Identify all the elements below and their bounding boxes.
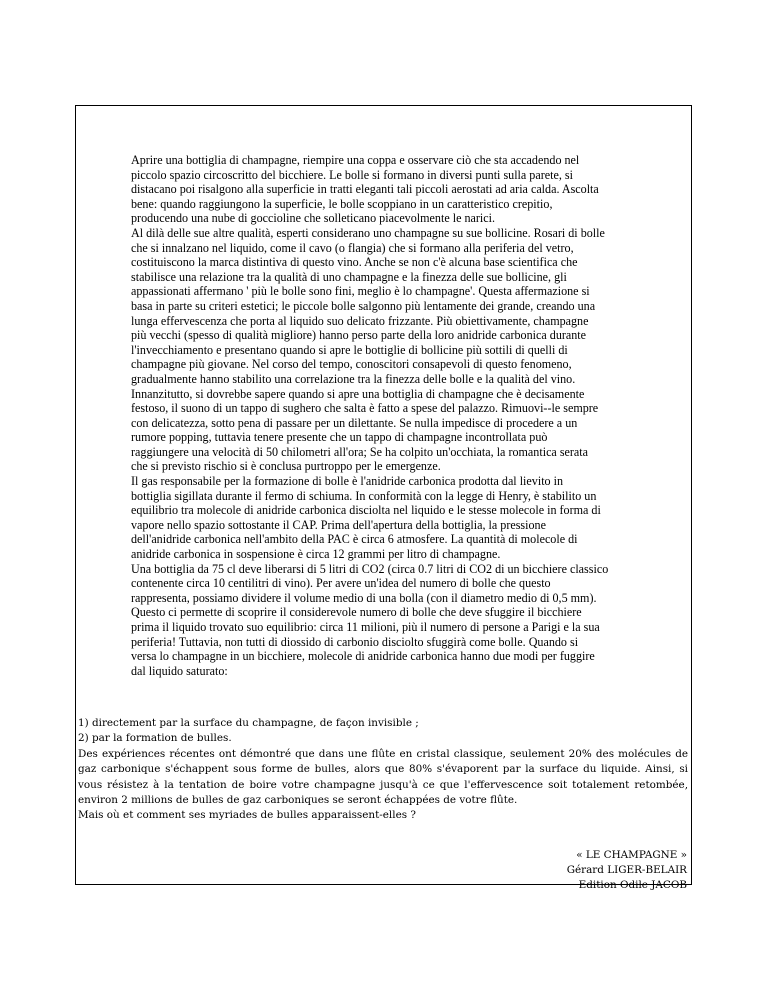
italian-paragraph-1: Aprire una bottiglia di champagne, riempire una coppa e osservare ciò che sta accadendo nel piccolo spazio circoscritto del bicchiere. Le bolle si formano in diversi punti sulla parete, si distacano poi risalgono alla superficie in tratti eleganti tali piccoli aerostati ad aria calda. Ascolta bene: quando raggiungono la superficie, le bolle scoppiano in un caratteristico crepitio, producendo una nube di goccioline che solleticano piacevolmente le narici. [131, 153, 599, 226]
book-publisher: Edition Odile JACOB [578, 879, 687, 892]
italian-paragraph-3: Innanzitutto, si dovrebbe sapere quando si apre una bottiglia di champagne che è decisamente festoso, il suono di un tappo di sughero che salta è fatto a spese del palazzo. Rimuovi--le sempre con delicatezza, sotto pena di passare per un dilettante. Se nulla impedisce di procedere a un rumore popping, tuttavia tenere presente che un tappo di champagne incontrollata può raggiungere una velocità di 50 chilometri all'ora; Se ha colpito un'occhiata, la romantica serata che si previsto rischio si è conclusa purtroppo per le emergenze. [131, 386, 599, 474]
italian-paragraph-5: Una bottiglia da 75 cl deve liberarsi di 5 litri di CO2 (circa 0.7 litri di CO2 di un bicchiere classico contenente circa 10 centilitri di vino). Per avere un'idea del numero di bolle che questo rappresenta, possiamo dividere il volume medio di una bolla (con il diametro medio di 0,5 mm). Questo ci permette di scoprire il considerevole numero di bolle che deve sfuggire il bicchiere prima il liquido trovato suo equilibrio: circa 11 milioni, più il numero di persone a Parigi e la sua periferia! Tuttavia, non tutti di diossido di carbonio disciolto sfuggirà come bolle. Quando si versa lo champagne in un bicchiere, molecole di anidride carbonica hanno due modi per fuggire dal liquido saturato: [131, 561, 609, 678]
french-text-block [78, 716, 688, 824]
book-author: Gérard LIGER-BELAIR [566, 864, 687, 877]
french-question: Mais où et comment ses myriades de bulles apparaissent-elles ? [78, 809, 416, 822]
italian-paragraph-2: Al dilà delle sue altre qualità, esperti considerano uno champagne su sue bollicine. Rosari di bolle che si innalzano nel liquido, come il cavo (o flangia) che si formano alla periferia del vetro, costituiscono la marca distintiva di questo vino. Anche se non c'è alcuna base scientifica che stabilisce una relazione tra la qualità di uno champagne e la finezza delle sue bollicine, gli appassionati affermano ' più le bolle sono fini, meglio è lo champagne'. Questa affermazione si basa in parte su criteri estetici; le piccole bolle salgonno più lentamente dei grande, creando una lunga effervescenza che porta al liquido suo delicato frizzante. Più obiettivamente, champagne più vecchi (spesso di qualità migliore) hanno perso parte della loro anidride carbonica durante l'invecchiamento e presentano quando si apre le bottiglie di bollicine più sottili di quelli di champagne più giovane. Nel corso del tempo, conoscitori consapevoli di questo fenomeno, gradualmente hanno stabilito una correlazione tra la finezza delle bolle e la qualità del vino. [131, 225, 605, 386]
french-list-item-2: 2) par la formation de bulles. [78, 732, 232, 745]
book-title: « LE CHAMPAGNE » [576, 849, 687, 861]
french-paragraph: Des expériences récentes ont démontré que dans une flûte en cristal classique, seulement 20% des molécules de gaz carbonique s'échappent sous forme de bulles, alors que 80% s'évaporent par la surface du liquide. Ainsi, si vous résistez à la tentation de boire votre champagne jusqu'à ce que l'effervescence soit totalement retombée, environ 2 millions de bulles de gaz carboniques se seront échappées de votre flûte. [78, 747, 688, 807]
italian-text-block [131, 153, 651, 678]
italian-paragraph-4: Il gas responsabile per la formazione di bolle è l'anidride carbonica prodotta dal lievito in bottiglia sigillata durante il fermo di schiuma. In conformità con la legge di Henry, è stabilito un equilibrio tra molecole di anidride carbonica disciolta nel liquido e le stesse molecole in forma di vapore nello spazio sottostante il CAP. Prima dell'apertura della bottiglia, la pressione dell'anidride carbonica nell'ambito della PAC è circa 6 atmosfere. La quantità di molecole di anidride carbonica in sospensione è circa 12 grammi per litro di champagne. [131, 474, 601, 562]
french-list-item-1: 1) directement par la surface du champagne, de façon invisible ; [78, 717, 419, 729]
source-credit [567, 848, 687, 894]
